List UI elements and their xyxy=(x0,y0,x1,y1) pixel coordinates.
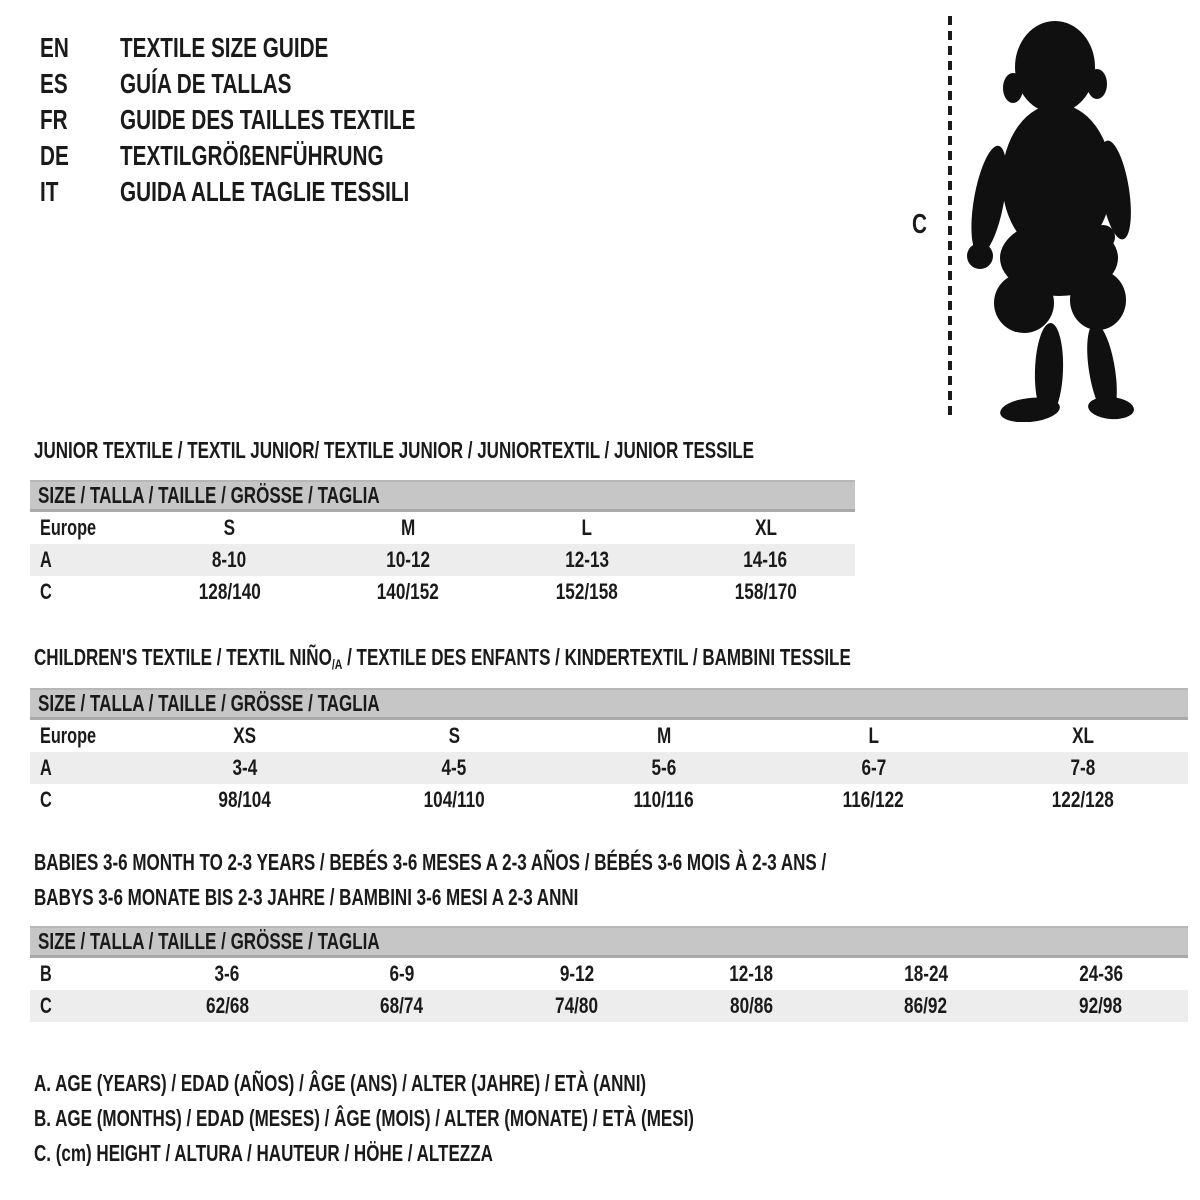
size-cell-text: 8-10 xyxy=(212,547,247,572)
table-row xyxy=(30,752,1188,784)
size-cell xyxy=(350,719,560,753)
size-cell xyxy=(140,544,319,576)
table-header-band-cell xyxy=(30,689,1188,719)
row-label xyxy=(30,544,140,576)
size-cell xyxy=(664,957,839,991)
size-cell-text: 74/80 xyxy=(555,993,599,1018)
size-cell xyxy=(140,957,315,991)
table-header-band-cell xyxy=(30,481,855,511)
size-cell xyxy=(978,752,1188,784)
legend-line-height-cm: C. (cm) HEIGHT / ALTURA / HAUTEUR / HÖHE / ALTEZZA xyxy=(34,1140,493,1166)
language-row xyxy=(40,102,519,138)
language-title: GUÍA DE TALLAS xyxy=(120,68,292,99)
size-cell-text: 122/128 xyxy=(1052,787,1115,812)
language-title: GUIDA ALLE TAGLIE TESSILI xyxy=(120,176,410,207)
language-title: TEXTILGRÖßENFÜHRUNG xyxy=(120,140,384,171)
row-label xyxy=(30,511,140,545)
size-cell xyxy=(140,576,319,608)
size-cell-text: 128/140 xyxy=(198,579,261,604)
size-cell xyxy=(140,990,315,1022)
size-cell xyxy=(140,719,350,753)
size-cell-text: 98/104 xyxy=(218,787,272,812)
size-cell-text: 110/116 xyxy=(633,787,695,812)
size-cell xyxy=(319,511,498,545)
size-cell xyxy=(140,752,350,784)
size-cell-text: 86/92 xyxy=(904,993,948,1018)
size-cell xyxy=(839,957,1014,991)
size-cell xyxy=(489,957,664,991)
size-cell xyxy=(839,990,1014,1022)
size-cell xyxy=(319,576,498,608)
table-header-band-text: SIZE / TALLA / TAILLE / GRÖSSE / TAGLIA xyxy=(38,482,380,508)
size-cell-text: 62/68 xyxy=(205,993,249,1018)
language-row xyxy=(40,30,519,66)
size-cell-text: 9-12 xyxy=(559,961,594,986)
language-code: DE xyxy=(40,140,69,171)
babies-size-table xyxy=(30,926,1188,1022)
size-cell-text: L xyxy=(868,723,879,748)
table-header-band xyxy=(30,481,855,511)
size-cell xyxy=(676,544,855,576)
size-cell xyxy=(1013,990,1188,1022)
size-cell xyxy=(498,544,677,576)
size-cell-text: M xyxy=(400,515,416,540)
size-cell-text: 80/86 xyxy=(729,993,773,1018)
size-cell-text: 4-5 xyxy=(441,755,467,780)
size-cell-text: 6-9 xyxy=(389,961,415,986)
children-section-title-text xyxy=(34,640,851,683)
size-cell xyxy=(140,511,319,545)
size-cell-text: 140/152 xyxy=(377,579,440,604)
language-code: ES xyxy=(40,68,68,99)
children-title-rest: / TEXTILE DES ENFANTS / KINDERTEXTIL / BAMBINI TESSILE xyxy=(342,644,851,670)
row-label xyxy=(30,990,140,1022)
junior-section-title-text: JUNIOR TEXTILE / TEXTIL JUNIOR/ TEXTILE JUNIOR / JUNIORTEXTIL / JUNIOR TESSILE xyxy=(34,437,754,463)
table-row xyxy=(30,544,855,576)
babies-title-line1: BABIES 3-6 MONTH TO 2-3 YEARS / BEBÉS 3-6 MESES A 2-3 AÑOS / BÉBÉS 3-6 MOIS À 2-3 ANS / xyxy=(34,849,827,875)
language-code: FR xyxy=(40,104,68,135)
junior-size-table xyxy=(30,480,855,608)
size-cell xyxy=(315,990,490,1022)
size-cell-text: 68/74 xyxy=(380,993,424,1018)
junior-section-title xyxy=(34,433,1007,468)
row-label-text: A xyxy=(40,547,52,572)
language-code: IT xyxy=(40,176,59,207)
size-cell xyxy=(498,576,677,608)
legend-line-age-years: A. AGE (YEARS) / EDAD (AÑOS) / ÂGE (ANS) / ALTER (JAHRE) / ETÀ (ANNI) xyxy=(34,1070,647,1096)
size-cell xyxy=(140,784,350,816)
language-title: GUIDE DES TAILLES TEXTILE xyxy=(120,104,416,135)
size-cell-text: S xyxy=(448,723,461,748)
size-cell-text: 6-7 xyxy=(861,755,886,780)
size-cell xyxy=(664,990,839,1022)
table-row xyxy=(30,719,1188,753)
language-row xyxy=(40,174,519,210)
size-cell-text: XS xyxy=(233,723,257,748)
size-cell xyxy=(769,752,979,784)
language-title: TEXTILE SIZE GUIDE xyxy=(120,32,329,63)
size-cell xyxy=(498,511,677,545)
size-cell-text: XL xyxy=(754,515,777,540)
size-cell-text: XL xyxy=(1072,723,1095,748)
size-cell xyxy=(350,784,560,816)
children-title-subscript: /A xyxy=(331,656,343,673)
table-row xyxy=(30,990,1188,1022)
language-row xyxy=(40,138,519,174)
size-cell-text: 7-8 xyxy=(1070,755,1096,780)
table-row xyxy=(30,576,855,608)
size-cell-text: 18-24 xyxy=(904,961,948,986)
row-label xyxy=(30,576,140,608)
table-header-band-text: SIZE / TALLA / TAILLE / GRÖSSE / TAGLIA xyxy=(38,928,380,954)
legend-line-age-months: B. AGE (MONTHS) / EDAD (MESES) / ÂGE (MOIS) / ALTER (MONATE) / ETÀ (MESI) xyxy=(34,1105,694,1131)
table-header-band-text: SIZE / TALLA / TAILLE / GRÖSSE / TAGLIA xyxy=(38,690,380,716)
size-cell xyxy=(559,752,769,784)
size-cell xyxy=(676,576,855,608)
size-cell-text: 158/170 xyxy=(734,579,797,604)
size-cell xyxy=(769,784,979,816)
baby-silhouette-icon xyxy=(964,18,1140,422)
size-cell xyxy=(315,957,490,991)
row-label-text: B xyxy=(40,961,52,986)
language-code: EN xyxy=(40,32,69,63)
size-cell xyxy=(978,719,1188,753)
size-cell-text: S xyxy=(223,515,236,540)
babies-section-title xyxy=(34,845,1105,915)
measurement-legend xyxy=(34,1066,926,1171)
size-cell-text: 12-18 xyxy=(729,961,774,986)
row-label-text: A xyxy=(40,755,52,780)
size-cell xyxy=(350,752,560,784)
row-label-text: C xyxy=(40,993,52,1018)
size-cell xyxy=(769,719,979,753)
size-cell-text: 24-36 xyxy=(1078,961,1123,986)
row-label xyxy=(30,752,140,784)
size-cell-text: M xyxy=(656,723,672,748)
row-label-text: C xyxy=(40,787,52,812)
size-cell xyxy=(559,719,769,753)
height-measure-label: C xyxy=(912,208,927,239)
table-header-band xyxy=(30,689,1188,719)
row-label-text: Europe xyxy=(40,515,97,540)
size-cell-text: 116/122 xyxy=(843,787,905,812)
size-cell-text: 10-12 xyxy=(386,547,431,572)
size-cell-text: 92/98 xyxy=(1079,993,1123,1018)
size-cell xyxy=(978,784,1188,816)
row-label-text: C xyxy=(40,579,52,604)
table-row xyxy=(30,511,855,545)
size-cell xyxy=(319,544,498,576)
size-cell-text: 3-6 xyxy=(214,961,240,986)
size-cell-text: L xyxy=(581,515,593,540)
table-row xyxy=(30,784,1188,816)
babies-title-line2: BABYS 3-6 MONATE BIS 2-3 JAHRE / BAMBINI 3-6 MESI A 2-3 ANNI xyxy=(34,884,579,910)
language-row xyxy=(40,66,519,102)
table-row xyxy=(30,957,1188,991)
row-label xyxy=(30,784,140,816)
children-size-table xyxy=(30,688,1188,816)
size-cell xyxy=(559,784,769,816)
table-header-band-cell xyxy=(30,927,1188,957)
size-cell-text: 104/110 xyxy=(423,787,485,812)
size-cell xyxy=(489,990,664,1022)
size-cell-text: 5-6 xyxy=(651,755,677,780)
size-cell xyxy=(676,511,855,545)
size-cell xyxy=(1013,957,1188,991)
size-cell-text: 14-16 xyxy=(743,547,788,572)
children-section-title xyxy=(34,640,1138,683)
size-cell-text: 3-4 xyxy=(232,755,258,780)
table-header-band xyxy=(30,927,1188,957)
row-label xyxy=(30,719,140,753)
size-cell-text: 152/158 xyxy=(555,579,618,604)
row-label-text: Europe xyxy=(40,723,97,748)
row-label xyxy=(30,957,140,991)
children-title-main: CHILDREN'S TEXTILE / TEXTIL NIÑO xyxy=(34,644,332,670)
size-cell-text: 12-13 xyxy=(564,547,609,572)
height-dashed-line-icon xyxy=(948,16,952,420)
language-header xyxy=(40,30,519,210)
